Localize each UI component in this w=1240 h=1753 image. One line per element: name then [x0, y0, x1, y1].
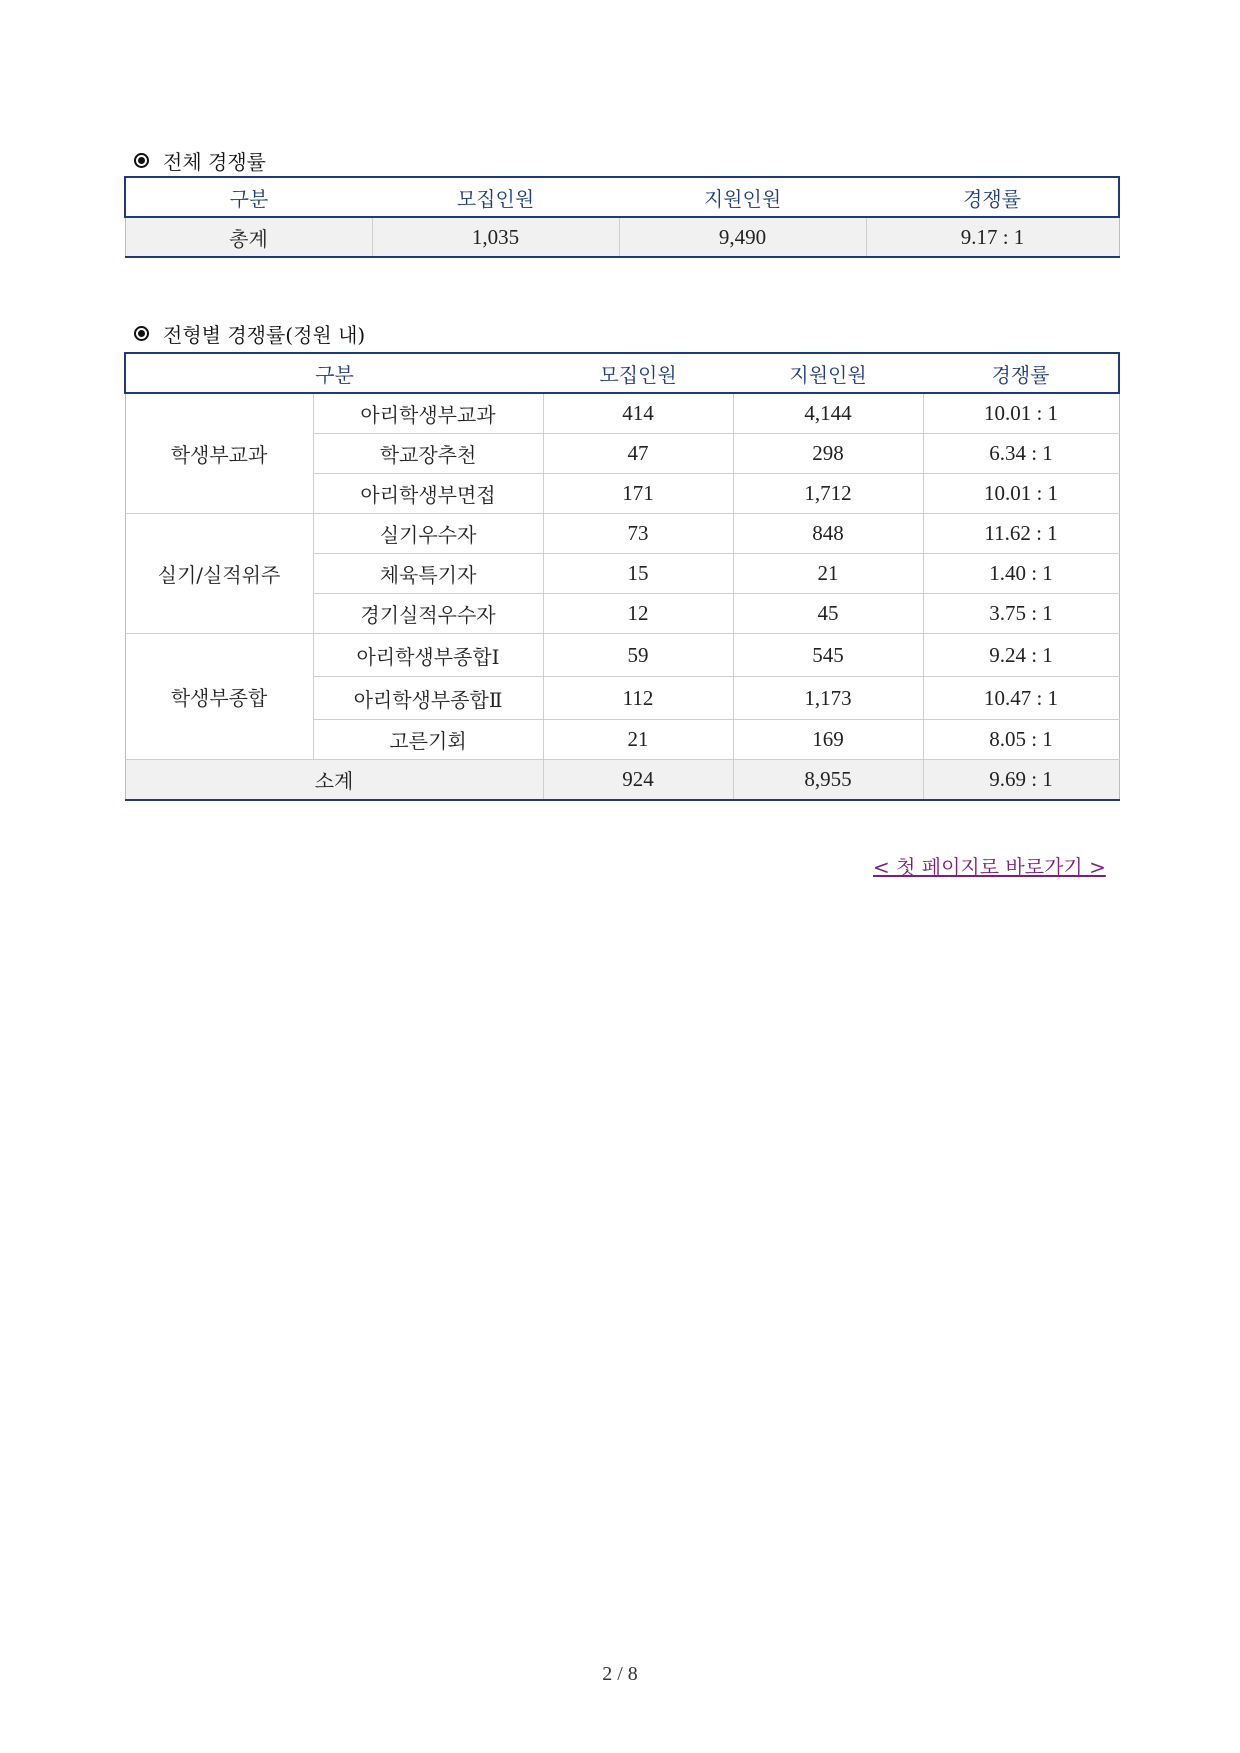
table-header-row: [125, 353, 1119, 393]
applicant-count: 169: [733, 720, 923, 760]
total-applicants: 9,490: [619, 217, 866, 257]
header-applicants: 지원인원: [733, 353, 923, 393]
header-rate: 경쟁률: [866, 177, 1119, 217]
total-recruit: 1,035: [372, 217, 619, 257]
recruit-count: 171: [543, 474, 733, 514]
applicant-count: 45: [733, 594, 923, 634]
header-applicants: 지원인원: [619, 177, 866, 217]
table-row: [125, 393, 1119, 434]
group-label: 학생부교과: [125, 393, 313, 514]
applicant-count: 848: [733, 514, 923, 554]
group-label: 실기/실적위주: [125, 514, 313, 634]
type-label: 아리학생부종합Ⅱ: [313, 677, 543, 720]
applicant-count: 545: [733, 634, 923, 677]
section-title-text: 전체 경쟁률: [163, 150, 266, 174]
applicant-count: 1,712: [733, 474, 923, 514]
section-title-overall: [134, 146, 266, 175]
subtotal-label: 소계: [125, 760, 543, 801]
header-recruit: 모집인원: [372, 177, 619, 217]
total-label: 총계: [125, 217, 372, 257]
competition-rate: 8.05 : 1: [923, 720, 1119, 760]
recruit-count: 21: [543, 720, 733, 760]
header-recruit: 모집인원: [543, 353, 733, 393]
applicant-count: 298: [733, 434, 923, 474]
overall-rate-table: [124, 176, 1120, 258]
recruit-count: 47: [543, 434, 733, 474]
applicant-count: 4,144: [733, 393, 923, 434]
section-title-by-type: [134, 319, 365, 348]
type-label: 아리학생부교과: [313, 393, 543, 434]
recruit-count: 414: [543, 393, 733, 434]
competition-rate: 10.01 : 1: [923, 393, 1119, 434]
subtotal-applicants: 8,955: [733, 760, 923, 801]
group-label: 학생부종합: [125, 634, 313, 760]
recruit-count: 59: [543, 634, 733, 677]
subtotal-rate: 9.69 : 1: [923, 760, 1119, 801]
type-label: 실기우수자: [313, 514, 543, 554]
competition-rate: 10.01 : 1: [923, 474, 1119, 514]
type-label: 고른기회: [313, 720, 543, 760]
recruit-count: 73: [543, 514, 733, 554]
competition-rate: 10.47 : 1: [923, 677, 1119, 720]
section-title-text: 전형별 경쟁률(정원 내): [163, 323, 366, 347]
header-rate: 경쟁률: [923, 353, 1119, 393]
go-to-first-page-link[interactable]: < 첫 페이지로 바로가기 >: [873, 855, 1106, 879]
recruit-count: 15: [543, 554, 733, 594]
competition-rate: 6.34 : 1: [923, 434, 1119, 474]
type-label: 학교장추천: [313, 434, 543, 474]
applicant-count: 21: [733, 554, 923, 594]
table-row: [125, 634, 1119, 677]
subtotal-row: [125, 760, 1119, 801]
header-category: 구분: [125, 353, 543, 393]
type-label: 경기실적우수자: [313, 594, 543, 634]
type-label: 체육특기자: [313, 554, 543, 594]
type-label: 아리학생부종합Ⅰ: [313, 634, 543, 677]
table-row: [125, 217, 1119, 257]
table-row: [125, 514, 1119, 554]
competition-rate: 9.24 : 1: [923, 634, 1119, 677]
radio-bullet-icon: [134, 153, 149, 168]
total-rate: 9.17 : 1: [866, 217, 1119, 257]
competition-rate: 1.40 : 1: [923, 554, 1119, 594]
competition-rate: 11.62 : 1: [923, 514, 1119, 554]
competition-rate: 3.75 : 1: [923, 594, 1119, 634]
rate-by-type-table: [124, 352, 1120, 801]
page-number: 2 / 8: [602, 1663, 638, 1685]
radio-bullet-icon: [134, 326, 149, 341]
subtotal-recruit: 924: [543, 760, 733, 801]
table-header-row: [125, 177, 1119, 217]
header-category: 구분: [125, 177, 372, 217]
recruit-count: 12: [543, 594, 733, 634]
type-label: 아리학생부면접: [313, 474, 543, 514]
applicant-count: 1,173: [733, 677, 923, 720]
recruit-count: 112: [543, 677, 733, 720]
